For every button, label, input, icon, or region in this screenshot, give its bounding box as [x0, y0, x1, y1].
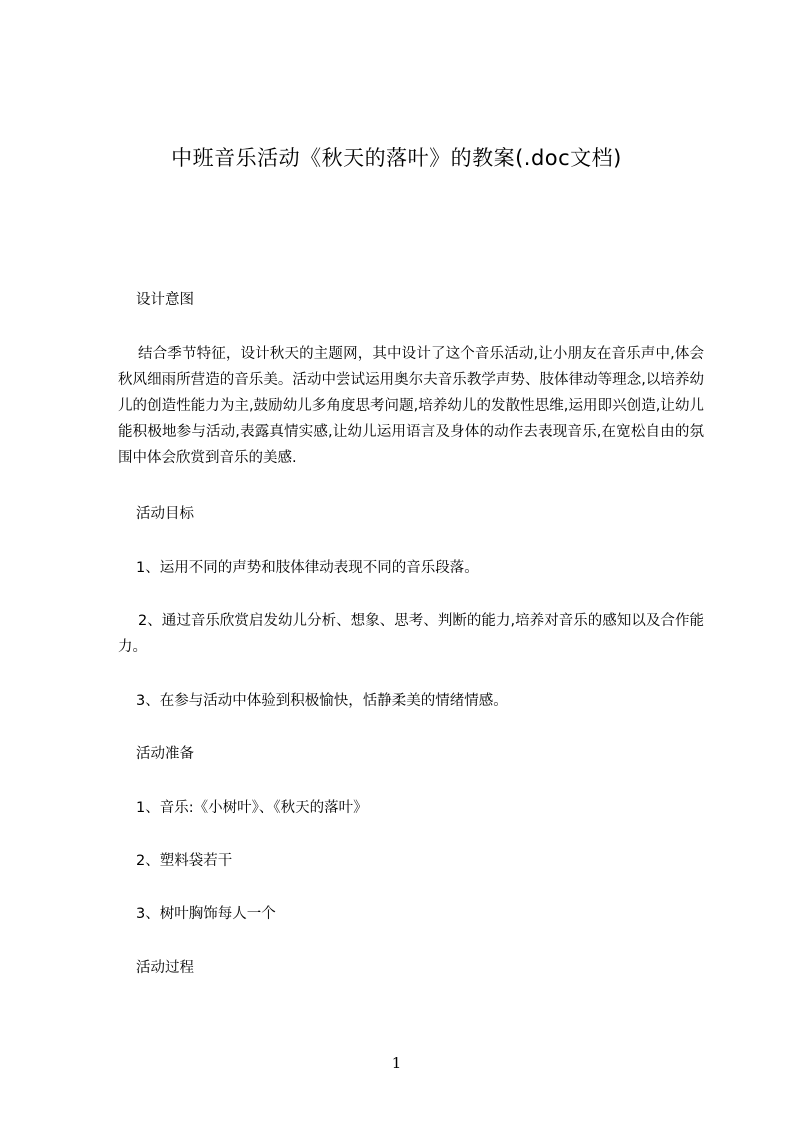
section-heading-design-intent: 设计意图 [136, 292, 194, 308]
prep-item-2: 2、塑料袋若干 [136, 853, 233, 869]
page-number: 1 [391, 1054, 402, 1072]
document-title: 中班音乐活动《秋天的落叶》的教案(.doc文档) [171, 146, 622, 170]
goal-item-1: 1、运用不同的声势和肢体律动表现不同的音乐段落。 [136, 560, 479, 576]
goal-item-2: 2、通过音乐欣赏启发幼儿分析、想象、思考、判断的能力,培养对音乐的感知以及合作能力。 [118, 613, 704, 655]
section-heading-activity-goals: 活动目标 [136, 506, 194, 522]
prep-item-3: 3、树叶胸饰每人一个 [136, 906, 276, 922]
section-heading-activity-prep: 活动准备 [136, 746, 194, 762]
prep-item-1: 1、音乐:《小树叶》、《秋天的落叶》 [136, 800, 368, 816]
section-heading-activity-process: 活动过程 [136, 960, 194, 976]
design-intent-paragraph: 结合季节特征，设计秋天的主题网，其中设计了这个音乐活动,让小朋友在音乐声中,体会秋风细雨所营造的音乐美。活动中尝试运用奥尔夫音乐教学声势、肢体律动等理念,以培养幼儿的创造性能力为主,鼓励幼儿多角度思考问题,培养幼儿的发散性思维,运用即兴创造,让幼儿能积极地参与活动,表露真情实感,让幼儿运用语言及身体的动作去表现音乐,在宽松自由的氛围中体会欣赏到音乐的美感. [118, 346, 704, 466]
goal-item-3: 3、在参与活动中体验到积极愉快，恬静柔美的情绪情感。 [136, 693, 508, 709]
